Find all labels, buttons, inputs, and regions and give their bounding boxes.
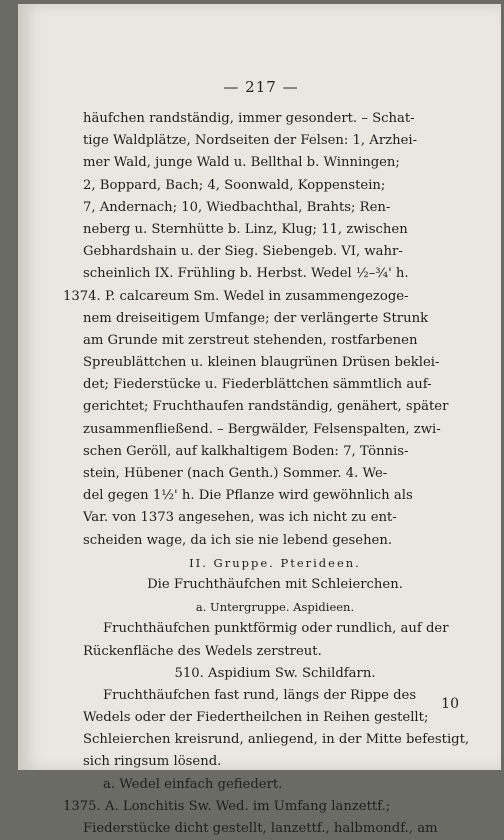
text-line: nem dreiseitigem Umfange; der verlängerte Strunk (83, 310, 429, 326)
text-line: del gegen 1½' h. Die Pflanze wird gewöhnlich als (83, 488, 413, 504)
genus-heading: 510. Aspidium Sw. Schildfarn. (174, 665, 376, 681)
book-page (18, 4, 501, 836)
subgroup-heading: a. Untergruppe. Aspidieen. (195, 600, 355, 615)
text-line: schen Geröll, auf kalkhaltigem Boden: 7, Tönnis- (83, 443, 409, 459)
text-line: gerichtet; Fruchthaufen randständig, genähert, später (83, 399, 449, 415)
page-number: — 217 — (223, 78, 299, 96)
group-heading: II. Gruppe. Pterideen. (189, 555, 361, 570)
text-line: Fruchthäufchen fast rund, längs der Rippe des (103, 687, 417, 703)
text-line: Var. von 1373 angesehen, was ich nicht zu ent- (83, 510, 397, 526)
text-line: mer Wald, junge Wald u. Bellthal b. Winningen; (83, 155, 400, 171)
text-line: am Grunde mit zerstreut stehenden, rostfarbenen (83, 332, 418, 348)
text-line: Rückenfläche des Wedels zerstreut. (83, 643, 322, 659)
species-entry-1375: 1375. A. Lonchitis Sw. Wed. im Umfang lanzettf.; (63, 798, 391, 814)
text-line: stein, Hübener (nach Genth.) Sommer. 4. We- (83, 466, 388, 481)
text-line: 2, Boppard, Bach; 4, Soonwald, Koppenstein; (83, 177, 386, 193)
text-line: Wedels oder der Fiedertheilchen in Reihen gestellt; (83, 710, 429, 726)
text-line: sich ringsum lösend. (83, 754, 222, 770)
text-line: Schleierchen kreisrund, anliegend, in der Mitte befestigt, (83, 732, 470, 748)
signature-mark: 10 (441, 696, 459, 712)
text-line: zusammenfließend. – Bergwälder, Felsenspalten, zwi- (83, 421, 441, 437)
species-entry-1374: 1374. P. calcareum Sm. Wedel in zusammengezoge- (63, 288, 409, 304)
text-line: scheiden wage, da ich sie nie lebend gesehen. (83, 532, 393, 548)
text-line: Gebhardshain u. der Sieg. Siebengeb. VI, wahr- (83, 244, 403, 260)
text-line: 7, Andernach; 10, Wiedbachthal, Brahts; Ren- (83, 199, 391, 215)
text-line: Fiederstücke dicht gestellt, lanzettf., halbmondf., am (83, 821, 438, 836)
text-line: neberg u. Sternhütte b. Linz, Klug; 11, zwischen (83, 221, 408, 237)
text-line: det; Fiederstücke u. Fiederblättchen sämmtlich auf- (83, 377, 432, 393)
text-line: Spreublättchen u. kleinen blaugrünen Drüsen beklei- (83, 355, 440, 371)
group-description: Die Fruchthäufchen mit Schleierchen. (147, 576, 403, 592)
text-line: Fruchthäufchen punktförmig oder rundlich, auf der (103, 621, 449, 637)
text-line: scheinlich IX. Frühling b. Herbst. Wedel ½–¾' h. (83, 266, 409, 282)
page-text (63, 108, 470, 840)
key-line: a. Wedel einfach gefiedert. (103, 776, 283, 792)
text-line: tige Waldplätze, Nordseiten der Felsen: 1, Arzhei- (83, 133, 418, 149)
text-line: häufchen randständig, immer gesondert. – Schat- (83, 111, 415, 126)
